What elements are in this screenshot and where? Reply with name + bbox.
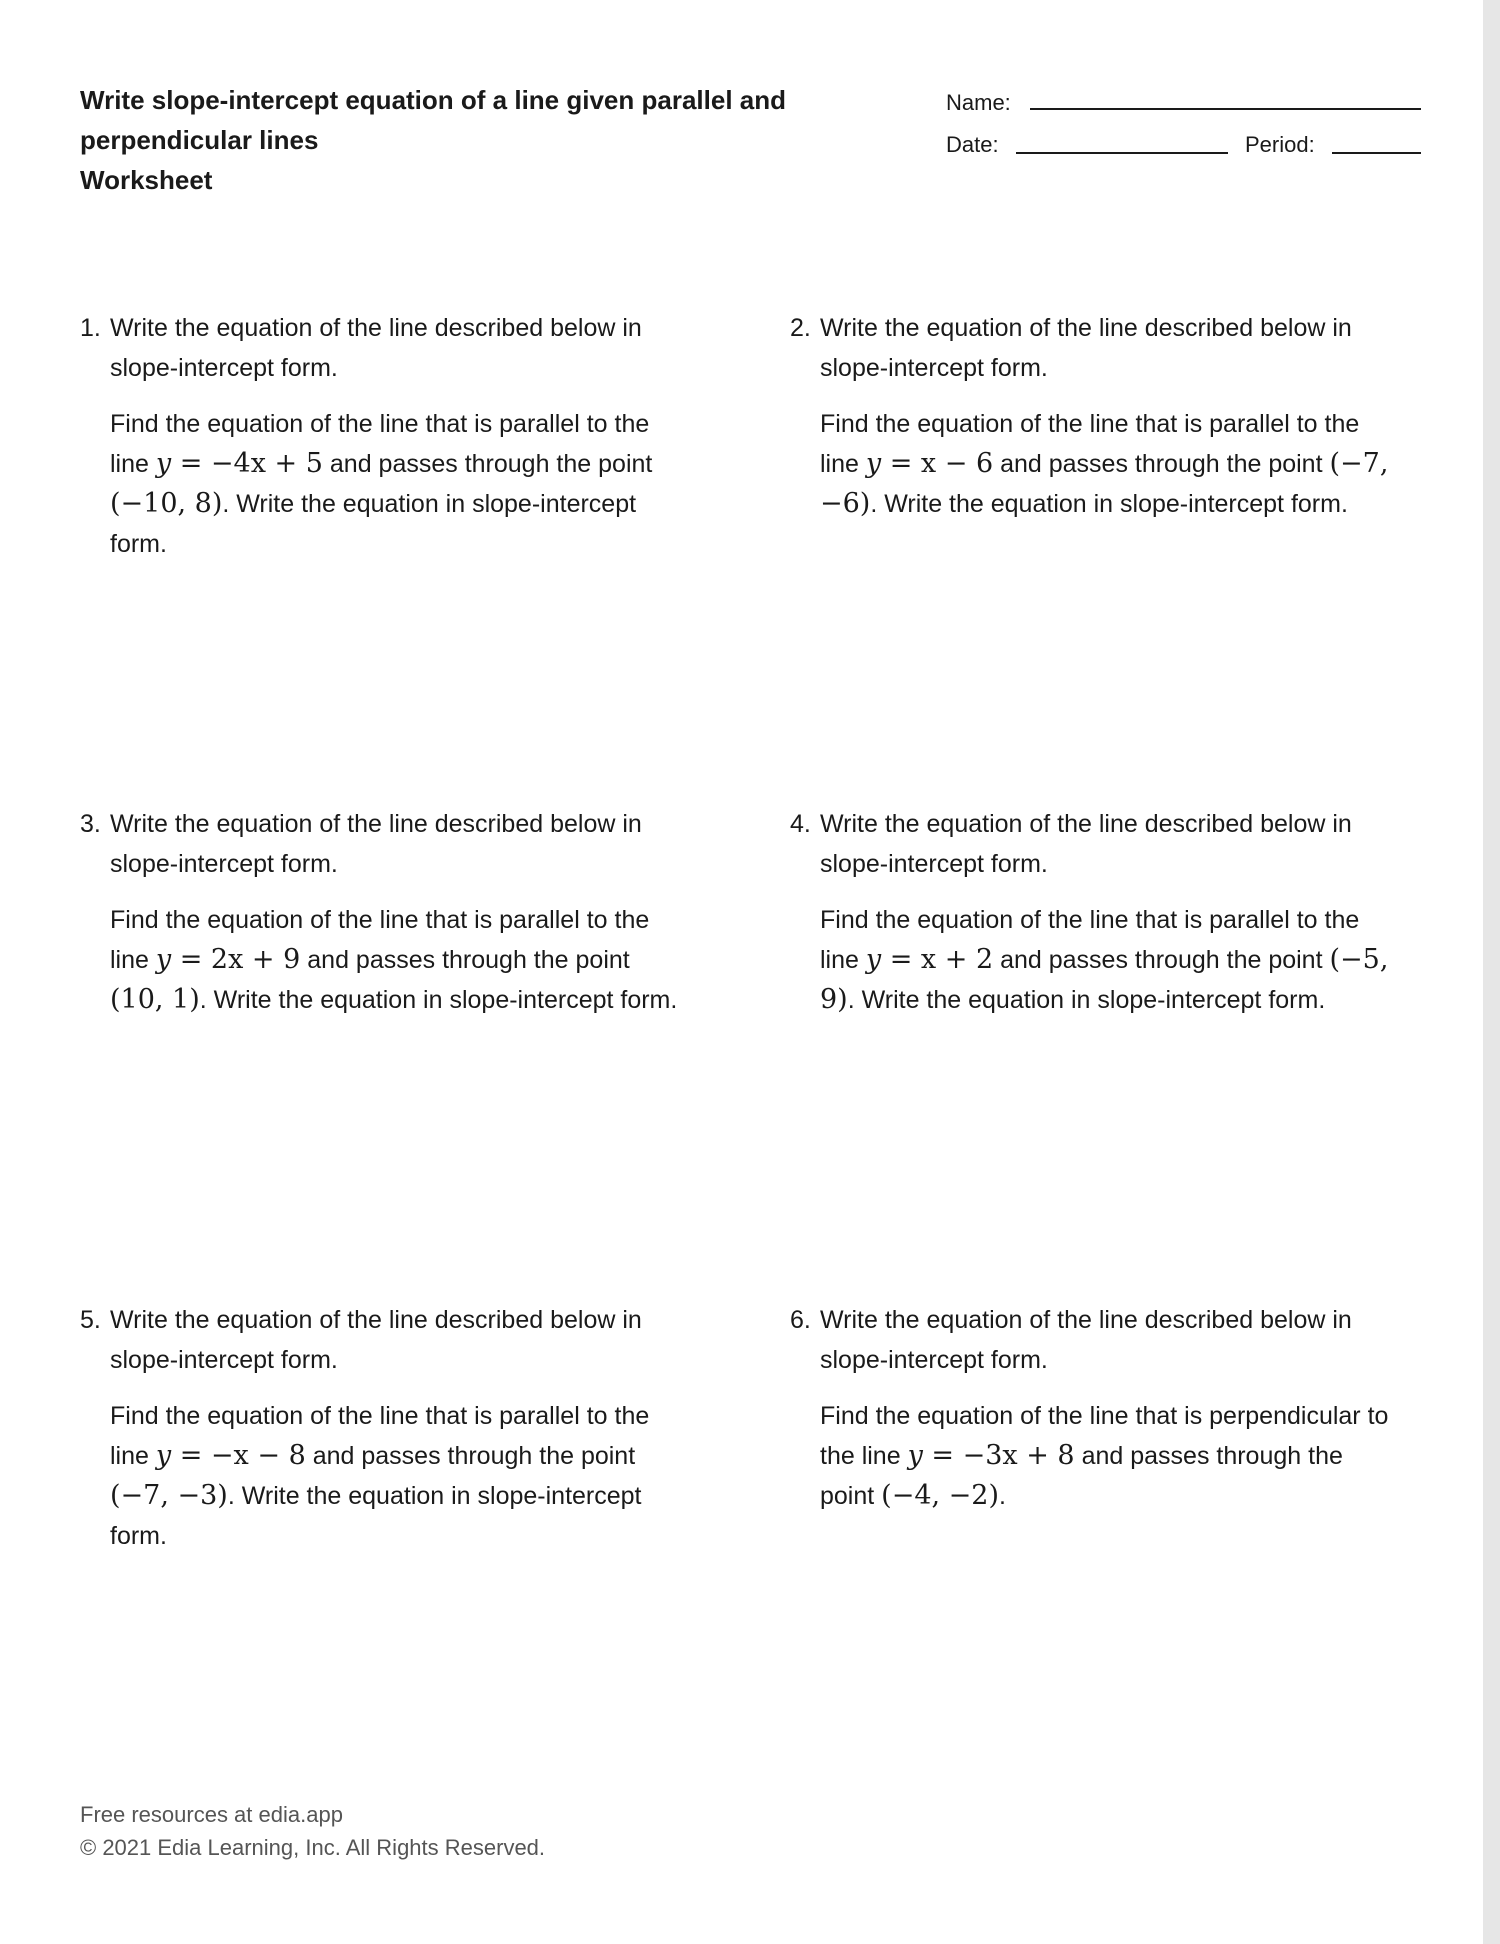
problem-statement: [110, 404, 690, 564]
problem-6: [790, 1300, 1400, 1516]
date-blank-line[interactable]: [1016, 152, 1228, 154]
problem-number: 4.: [790, 810, 811, 838]
statement-text: Find the equation of the line that is parallel to the line: [110, 906, 650, 974]
name-blank-line[interactable]: [1030, 108, 1421, 110]
problem-number: 1.: [80, 314, 101, 342]
statement-text: and passes through the point: [322, 450, 653, 478]
statement-text: and passes through the point: [993, 946, 1330, 974]
statement-text: Find the equation of the line that is parallel to the line: [110, 1402, 650, 1470]
statement-text: and passes through the point: [993, 450, 1330, 478]
problem-instruction: Write the equation of the line described below in slope-intercept form.: [820, 314, 1352, 382]
equation: y = −3x + 8: [907, 1440, 1075, 1471]
statement-text: Find the equation of the line that is parallel to the line: [110, 410, 650, 478]
problem-number: 2.: [790, 314, 811, 342]
statement-text: .: [999, 1482, 1006, 1510]
point: (−5, 9): [820, 944, 1389, 1015]
problem-1: [80, 308, 690, 564]
name-row: [946, 86, 1421, 128]
equation: y = x − 6: [865, 448, 994, 479]
statement-text: and passes through the point: [300, 946, 630, 974]
footer-resources: Free resources at edia.app: [80, 1802, 343, 1827]
problem-number: 5.: [80, 1306, 101, 1334]
title-line-2: perpendicular lines: [80, 125, 319, 155]
problem-2: [790, 308, 1400, 524]
problem-statement: [820, 404, 1400, 524]
title-line-1: Write slope-intercept equation of a line given parallel and: [80, 85, 786, 115]
point: (10, 1): [110, 984, 200, 1015]
student-info: [946, 86, 1421, 170]
vertical-scrollbar[interactable]: [1483, 0, 1500, 1944]
statement-text: . Write the equation in slope-intercept form.: [870, 490, 1348, 518]
problem-statement: [820, 1396, 1400, 1516]
footer-copyright: © 2021 Edia Learning, Inc. All Rights Reserved.: [80, 1835, 546, 1860]
problem-statement: [110, 1396, 690, 1556]
problem-statement: [110, 900, 690, 1020]
statement-text: . Write the equation in slope-intercept form.: [199, 986, 678, 1014]
problem-statement: [820, 900, 1400, 1020]
problem-4: [790, 804, 1400, 1020]
problem-3: [80, 804, 690, 1020]
statement-text: and passes through the point: [305, 1442, 636, 1470]
point: (−4, −2): [881, 1480, 1000, 1511]
period-label: Period:: [1245, 132, 1315, 157]
problem-instruction: Write the equation of the line described below in slope-intercept form.: [110, 810, 642, 878]
problem-number: 3.: [80, 810, 101, 838]
date-period-row: [946, 128, 1421, 170]
equation: y = −x − 8: [155, 1440, 306, 1471]
problem-instruction: Write the equation of the line described below in slope-intercept form.: [110, 314, 642, 382]
point: (−7, −6): [820, 448, 1389, 519]
statement-text: . Write the equation in slope-intercept form.: [847, 986, 1326, 1014]
problem-number: 6.: [790, 1306, 811, 1334]
statement-text: and passes through the point: [820, 1442, 1343, 1510]
equation: y = 2x + 9: [155, 944, 301, 975]
name-label: Name:: [946, 90, 1011, 115]
point: (−10, 8): [110, 488, 223, 519]
problem-5: [80, 1300, 690, 1556]
statement-text: . Write the equation in slope-intercept form.: [110, 1482, 642, 1550]
statement-text: Find the equation of the line that is parallel to the line: [820, 906, 1360, 974]
worksheet-subtitle: Worksheet: [80, 165, 213, 195]
equation: y = x + 2: [865, 944, 994, 975]
page-footer: [80, 1798, 545, 1864]
problem-instruction: Write the equation of the line described below in slope-intercept form.: [110, 1306, 642, 1374]
equation: y = −4x + 5: [155, 448, 323, 479]
statement-text: Find the equation of the line that is parallel to the line: [820, 410, 1360, 478]
statement-text: . Write the equation in slope-intercept form.: [110, 490, 637, 558]
problem-instruction: Write the equation of the line described below in slope-intercept form.: [820, 810, 1352, 878]
point: (−7, −3): [110, 1480, 228, 1511]
date-label: Date:: [946, 132, 999, 157]
period-blank-line[interactable]: [1332, 152, 1421, 154]
problem-instruction: Write the equation of the line described below in slope-intercept form.: [820, 1306, 1352, 1374]
worksheet-title: [80, 80, 840, 200]
statement-text: Find the equation of the line that is perpendicular to the line: [820, 1402, 1389, 1470]
